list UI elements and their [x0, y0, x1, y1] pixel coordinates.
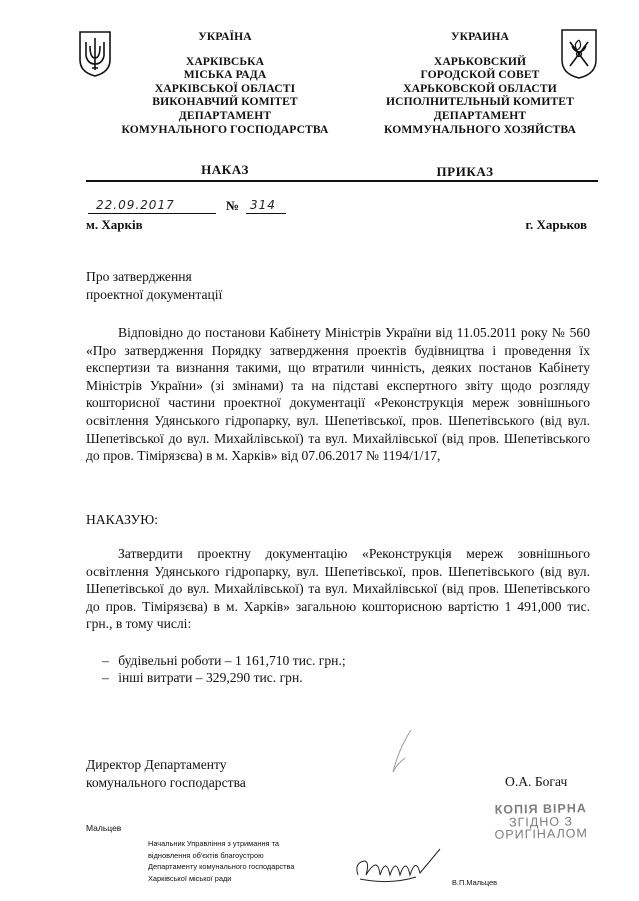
approver-name: В.П.Мальцев: [452, 878, 498, 887]
list-item-text: інші витрати – 329,290 тис. грн.: [118, 669, 303, 685]
order-word: НАКАЗУЮ:: [86, 512, 159, 527]
header-left-line: КОМУНАЛЬНОГО ГОСПОДАРСТВА: [121, 122, 329, 136]
header-right-line: ГОРОДСКОЙ СОВЕТ: [420, 68, 540, 82]
director-signature-mark: [385, 728, 415, 778]
approval-line: відновлення об'єктів благоустрою: [148, 850, 264, 860]
header-right-line: ХАРЬКОВСКИЙ: [433, 54, 527, 68]
list-item-text: будівельні роботи – 1 161,710 тис. грн.;: [118, 653, 346, 668]
signer-name: О.А. Богач: [505, 774, 568, 789]
header-right-country: УКРАИНА: [451, 30, 509, 43]
reg-number-sign: №: [226, 198, 240, 213]
subject-line: Про затвердження: [86, 269, 192, 284]
stamp-line: ЗГІДНО З: [508, 813, 574, 830]
doc-type-right: ПРИКАЗ: [436, 164, 494, 179]
header-left-line: ВИКОНАВЧИЙ КОМІТЕТ: [152, 95, 298, 109]
header-right-line: ДЕПАРТАМЕНТ: [433, 108, 527, 122]
reg-number: 314: [250, 198, 276, 212]
header-left-line: МІСЬКА РАДА: [183, 68, 267, 82]
header-right-line: КОММУНАЛЬНОГО ХОЗЯЙСТВА: [384, 122, 576, 136]
doc-type-left: НАКАЗ: [201, 162, 249, 177]
header-right: [350, 30, 610, 136]
signature-title-line: Директор Департаменту: [86, 757, 227, 772]
city-right: г. Харьков: [525, 217, 587, 232]
copy-stamp: [482, 802, 601, 842]
stamp-line: КОПІЯ ВІРНА: [494, 801, 587, 817]
city-left: м. Харків: [86, 217, 143, 232]
list-dash: –: [102, 669, 109, 685]
order-paragraph: Затвердити проектну документацію «Реконструкція мереж зовнішнього освітлення Удянського гідропарку, вул. Шепетівської, пров. Шепетівського (від вул. Шепетівської до вул. Михайлівської) та вул. Михайлівської (від пров. Шепетівського до пров. Тімірязєва) в м. Харків» загальною кошторисною вартістю 1 491,000 тис. грн., в тому числі:: [86, 546, 590, 632]
header-right-line: ХАРЬКОВСКОЙ ОБЛАСТИ: [403, 81, 557, 95]
approver-signature-mark: [350, 845, 450, 890]
preamble-paragraph: Відповідно до постанови Кабінету Міністрів України від 11.05.2011 року № 560 «Про затвердження Порядку затвердження проектів будівництва і проведення їх експертизи та визнання такими, що втратили чинність, деяких постанов Кабінету Міністрів України» (зі змінами) та на підставі експертного звіту щодо розгляду кошторисної частини проектної документації «Реконструкція мереж зовнішнього освітлення Удянського гідропарку, вул. Шепетівської, пров. Шепетівського (від вул. Шепетівської до вул. Михайлівської) та вул. Михайлівської (від пров. Шепетівського до пров. Тімірязєва) в м. Харків» від 07.06.2017 № 1194/1/17,: [86, 325, 590, 464]
subject-line: проектної документації: [86, 287, 223, 302]
header-left-line: ДЕПАРТАМЕНТ: [178, 108, 272, 122]
approval-line: Начальник Управління з утримання та: [148, 839, 280, 848]
signature-title-line: комунального господарства: [86, 775, 246, 790]
approval-line: Департаменту комунального господарства: [148, 862, 295, 872]
signature-title: [86, 756, 246, 792]
approval-block: [148, 838, 294, 884]
header-left: [96, 30, 354, 136]
header-right-line: ИСПОЛНИТЕЛЬНЫЙ КОМИТЕТ: [386, 95, 574, 109]
list-dash: –: [102, 653, 109, 668]
reg-date: 22.09.2017: [96, 198, 175, 212]
list-item: [102, 670, 346, 687]
list-item: [102, 653, 346, 670]
header-rule: [86, 180, 598, 182]
header-left-country: УКРАЇНА: [198, 30, 252, 43]
header-left-line: ХАРКІВСЬКА: [185, 54, 265, 68]
subject: [86, 268, 222, 304]
reg-date-underline: [88, 213, 216, 214]
approval-line: Харківської міської ради: [148, 873, 232, 883]
cost-list: [102, 653, 346, 686]
reg-number-underline: [246, 213, 286, 214]
stamp-line: ОРИГІНАЛОМ: [494, 826, 588, 842]
executor-name: Мальцев: [86, 823, 122, 833]
header-left-line: ХАРКІВСЬКОЇ ОБЛАСТІ: [154, 81, 296, 95]
